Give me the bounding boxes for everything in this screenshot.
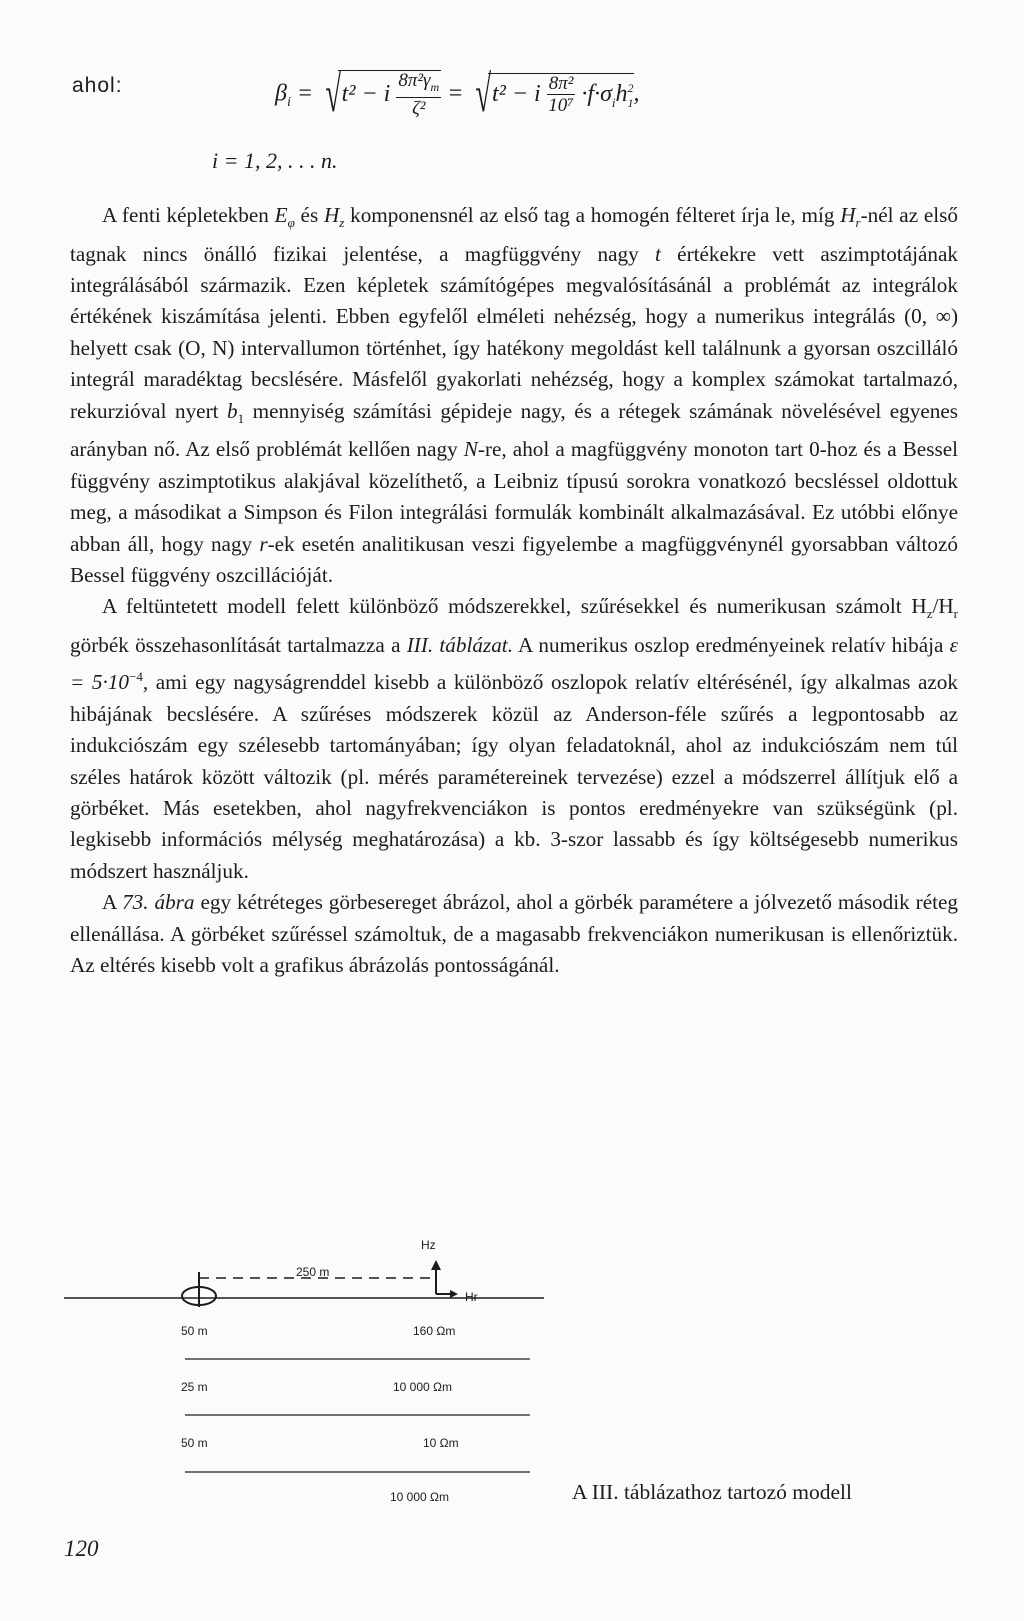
- beta-symbol: β: [275, 80, 287, 107]
- h-term: h: [615, 80, 628, 107]
- distance-label: 250 m: [296, 1265, 330, 1279]
- fraction-2: [547, 74, 576, 117]
- r-subscript: r: [953, 606, 958, 622]
- fraction-1-denominator: ζ²: [412, 97, 426, 119]
- fraction-2-denominator: 10⁷: [548, 94, 574, 116]
- z-subscript: z: [339, 215, 345, 231]
- r-subscript: r: [855, 215, 861, 231]
- formula-block: [70, 60, 970, 180]
- formula-comma: ,: [633, 80, 640, 107]
- layer-1-thickness: 50 m: [181, 1324, 208, 1338]
- text-run: értékekre vett aszimptotájának integrálásából származik. Ezen képletek számítógépes megvalósításánál a problémát az integrálok értékének kiszámítása jelenti. Ebben egyfelől elméleti nehézség, hogy a numerikus integrálás (0, ∞) helyett csak (O, N) intervallumon történhet, így hatékony megoldást kell találnunk a gyorsan oszcilláló integrál maradéktag becslésére. Másfelől gyakorlati nehézség, hogy a komplex számokat tartalmazó, rekurzióval nyert: [70, 241, 958, 423]
- paragraph-2: [70, 591, 958, 887]
- sqrt-body-2: [488, 73, 634, 117]
- text-run: A numerikus oszlop eredményeinek relatív hibája: [513, 632, 950, 657]
- layer-model-figure: [60, 1232, 960, 1512]
- tail-term: ·f·σ: [581, 80, 612, 107]
- text-run: és: [294, 203, 324, 227]
- sqrt-icon: √: [475, 65, 492, 123]
- hz-label: Hz: [421, 1238, 436, 1252]
- h-subscript: 1: [627, 95, 634, 110]
- hr-label: Hr: [465, 1290, 478, 1304]
- epsilon-exponent: −4: [129, 669, 143, 685]
- t-squared-term-2: t² − i: [491, 80, 541, 107]
- figure-reference: 73. ábra: [122, 890, 195, 915]
- paragraph-1: [70, 200, 958, 591]
- sqrt-icon: √: [325, 65, 342, 123]
- fraction-1-numerator: 8π²γ: [398, 70, 431, 91]
- layer-2-thickness: 25 m: [181, 1380, 208, 1394]
- gamma-subscript: m: [430, 79, 440, 94]
- text-run: A fenti képletekben: [102, 203, 275, 227]
- paragraph-3: [70, 887, 958, 981]
- r-symbol: r: [259, 531, 268, 556]
- formula-intro: ahol:: [72, 74, 123, 97]
- beta-formula: [275, 65, 640, 123]
- epsilon-value: ε = 5·10: [70, 632, 959, 695]
- text-run: mennyiség számítási gépideje nagy, és a rétegek számának növelésével egyenes arányban nő. Az első problémát kellően nagy: [70, 398, 958, 462]
- text-run: A: [102, 890, 123, 915]
- table-reference: III. táblázat.: [406, 632, 513, 657]
- sigma-subscript: i: [611, 94, 616, 110]
- text-run: -nél az első tagnak nincs önálló fizikai jelentése, a magfüggvény nagy: [70, 203, 958, 266]
- z-subscript: z: [926, 606, 933, 622]
- figure-caption: A III. táblázathoz tartozó modell: [572, 1480, 852, 1504]
- text-run: komponensnél az első tag a homogén félteret írja le, míg: [344, 203, 841, 227]
- sqrt-body-1: [338, 70, 442, 120]
- h-superscript: 2: [627, 80, 634, 95]
- text-run: -re, ahol a magfüggvény monoton tart 0-hoz és a Bessel függvény aszimptotikus alakjával közelíthető, a Leibniz típusú sorokra vonatkozó becsléssel oldottuk meg, a másodikat a Simpson és Filon integrálási formulák kombinált alkalmazásával. Ez utóbbi előnye abban áll, hogy nagy: [70, 437, 958, 556]
- b1-subscript: 1: [237, 410, 245, 426]
- fraction-2-numerator: 8π²: [548, 72, 574, 94]
- hr-arrowhead-icon: [450, 1290, 458, 1298]
- layer-1-resistivity: 160 Ωm: [413, 1324, 456, 1338]
- equals-sign-2: =: [447, 80, 464, 107]
- text-run: görbék összehasonlítását tartalmazza a: [70, 632, 407, 657]
- equals-sign: =: [296, 80, 314, 107]
- n-symbol: N: [463, 437, 478, 462]
- hz-arrowhead-icon: [431, 1260, 441, 1270]
- layer-4-resistivity: 10 000 Ωm: [390, 1490, 450, 1504]
- text-run: -ek esetén analitikusan veszi figyelembe a magfüggvénynél gyorsabban változó Bessel függvény oszcillációját.: [70, 531, 959, 587]
- body-text: [70, 200, 958, 982]
- beta-subscript: i: [286, 95, 291, 111]
- layer-3-thickness: 50 m: [181, 1436, 208, 1450]
- page-number: 120: [64, 1536, 99, 1561]
- text-run: egy kétréteges görbesereget ábrázol, ahol a görbék paramétere a jólvezető második réteg ellenállása. A görbéket szűréssel számoltuk, de a magasabb frekvenciákon numerikusan is ellenőriztük. Az eltérés kisebb volt a grafikus ábrázolás pontosságánál.: [70, 890, 958, 978]
- layer-2-resistivity: 10 000 Ωm: [393, 1380, 453, 1394]
- layer-model-diagram: [60, 1232, 960, 1512]
- hz-symbol: H: [323, 203, 340, 227]
- e-phi-symbol: E: [274, 203, 288, 227]
- text-run: A feltüntetett modell felett különböző módszerekkel, szűrésekkel és numerikusan számolt H: [102, 594, 927, 619]
- index-range: i = 1, 2, . . . n.: [212, 148, 338, 173]
- layer-3-resistivity: 10 Ωm: [423, 1436, 459, 1450]
- text-run: , ami egy nagyságrenddel kisebb a különböző oszlopok relatív eltérésénél, így alkalmas azok hibájának becslésére. A szűréses módszerek közül az Anderson-féle szűrés a legpontosabb az indukciószám egy szélesebb tartományában; így olyan feladatoknál, ahol az indukciószám nem túl széles határok között változik (pl. mérés paramétereinek tervezése) ezzel a módszerrel állítjuk elő a görbéket. Más esetekben, ahol nagyfrekvenciákon is pontos eredményekre van szükségünk (pl. legkisebb információs mélység meghatározása) a kb. 3-szor lassabb és így költségesebb numerikus módszert használjuk.: [70, 670, 958, 883]
- text-run: /H: [932, 594, 954, 619]
- b1-symbol: b: [227, 398, 238, 423]
- t-symbol: t: [655, 241, 661, 266]
- hr-symbol: H: [840, 203, 856, 227]
- phi-subscript: φ: [287, 215, 295, 231]
- fraction-1: [396, 71, 441, 120]
- t-squared-term: t² − i: [341, 80, 391, 107]
